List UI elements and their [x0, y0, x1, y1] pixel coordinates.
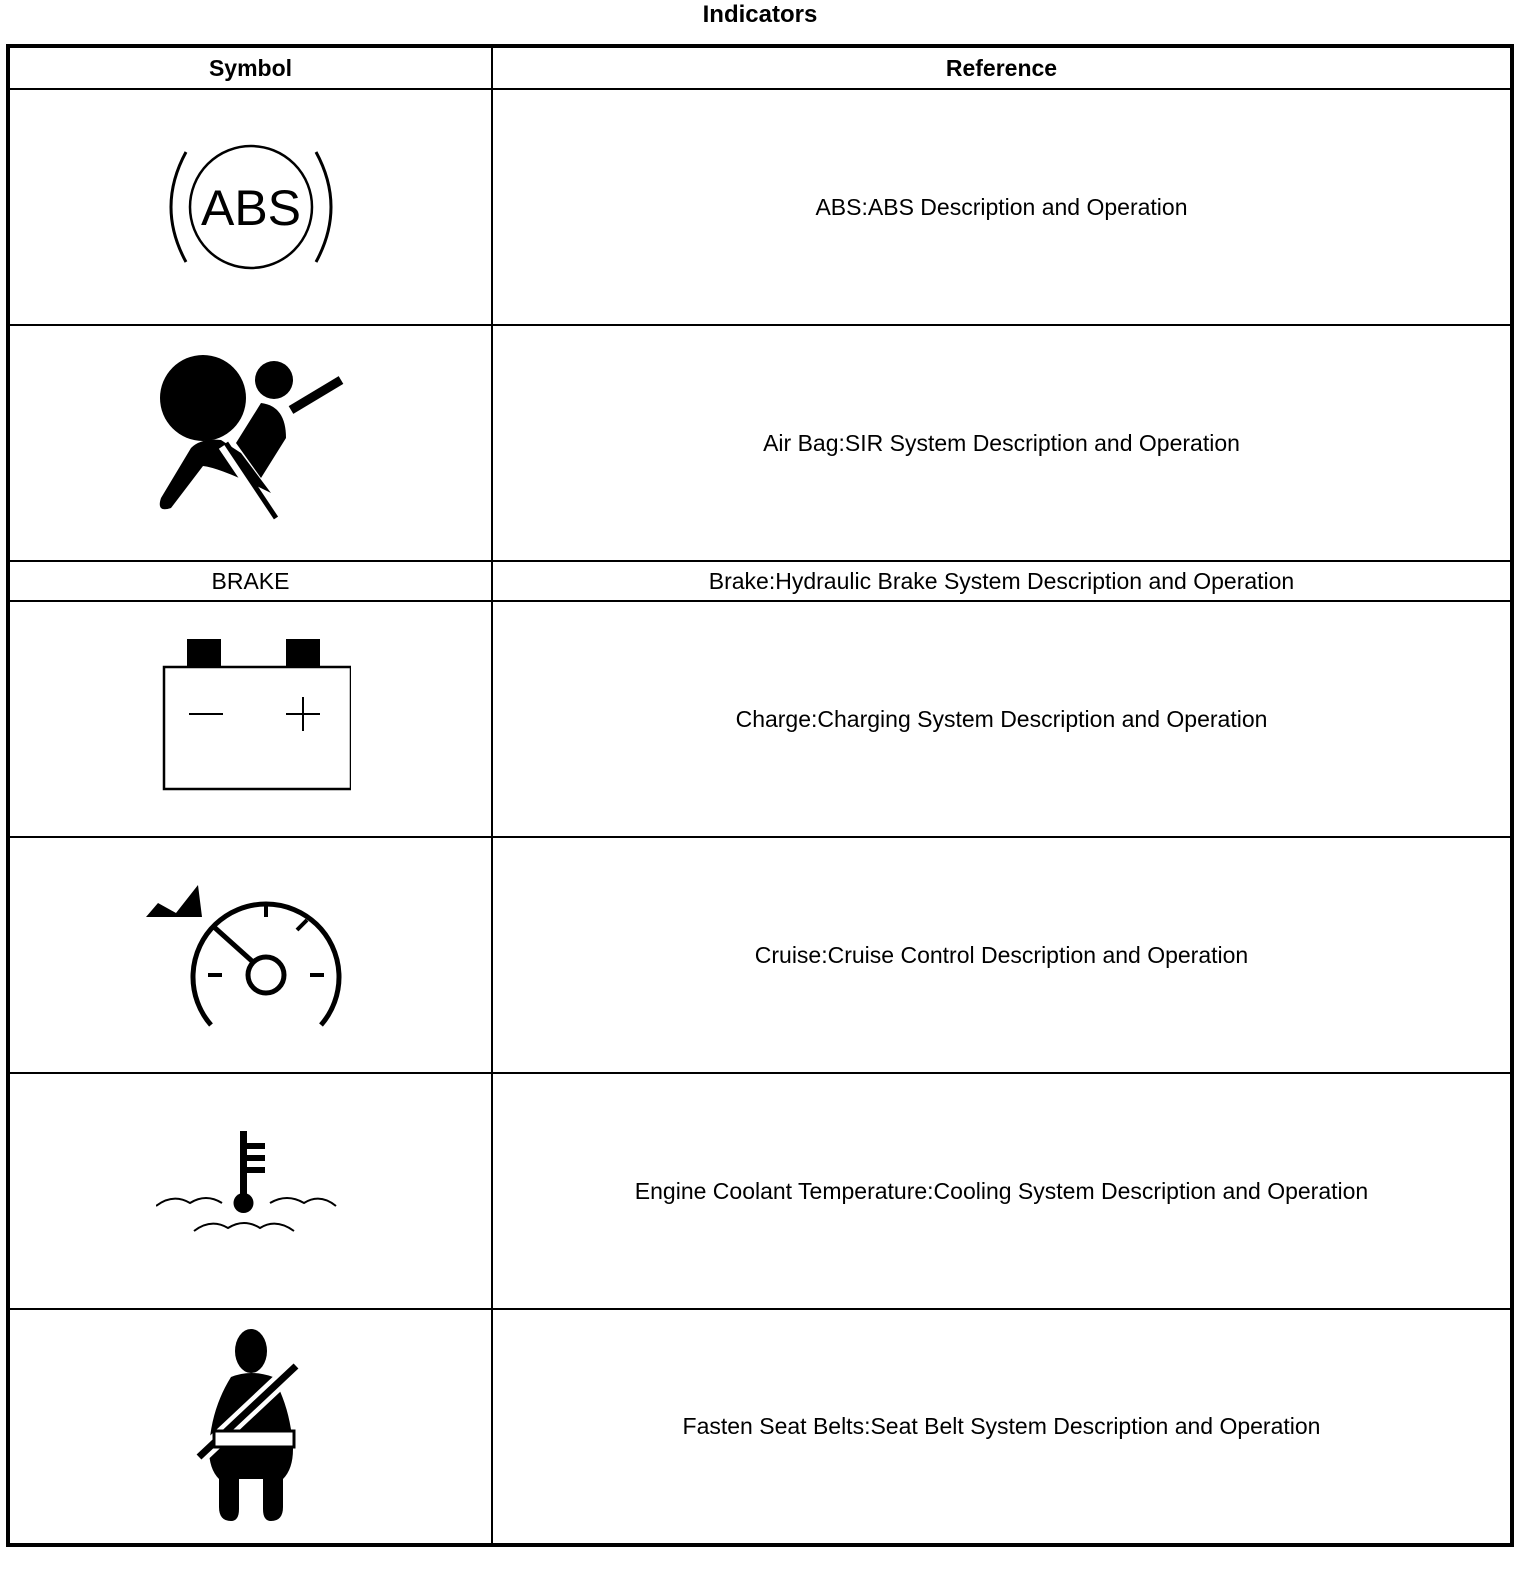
reference-cell: Air Bag:SIR System Description and Operation: [492, 325, 1512, 561]
symbol-cell: [8, 1073, 492, 1309]
abs-icon: [151, 127, 351, 287]
battery-icon: [151, 639, 351, 799]
table-row: [8, 837, 1512, 1073]
symbol-column-header: Symbol: [8, 46, 492, 89]
symbol-cell: BRAKE: [8, 561, 492, 601]
cruise-control-icon: [146, 865, 356, 1045]
reference-cell: Charge:Charging System Description and Operation: [492, 601, 1512, 837]
symbol-cell: [8, 89, 492, 325]
reference-cell: Engine Coolant Temperature:Cooling System Description and Operation: [492, 1073, 1512, 1309]
indicators-table: [6, 44, 1514, 1547]
reference-cell: Brake:Hydraulic Brake System Description and Operation: [492, 561, 1512, 601]
symbol-cell: [8, 1309, 492, 1545]
seat-belt-icon: [181, 1329, 321, 1524]
table-row: [8, 325, 1512, 561]
air-bag-icon: [131, 348, 371, 538]
table-row: [8, 601, 1512, 837]
reference-column-header: Reference: [492, 46, 1512, 89]
symbol-cell: [8, 837, 492, 1073]
abs-icon-label: ABS: [200, 180, 301, 236]
table-header-row: [8, 46, 1512, 89]
table-row: [8, 1309, 1512, 1545]
reference-cell: Cruise:Cruise Control Description and Operation: [492, 837, 1512, 1073]
table-row: [8, 89, 1512, 325]
symbol-cell: [8, 325, 492, 561]
table-row: [8, 1073, 1512, 1309]
symbol-cell: [8, 601, 492, 837]
reference-cell: ABS:ABS Description and Operation: [492, 89, 1512, 325]
page-title: Indicators: [702, 1, 818, 28]
table-row: [8, 561, 1512, 601]
reference-cell: Fasten Seat Belts:Seat Belt System Description and Operation: [492, 1309, 1512, 1545]
coolant-temperature-icon: [156, 1131, 346, 1251]
